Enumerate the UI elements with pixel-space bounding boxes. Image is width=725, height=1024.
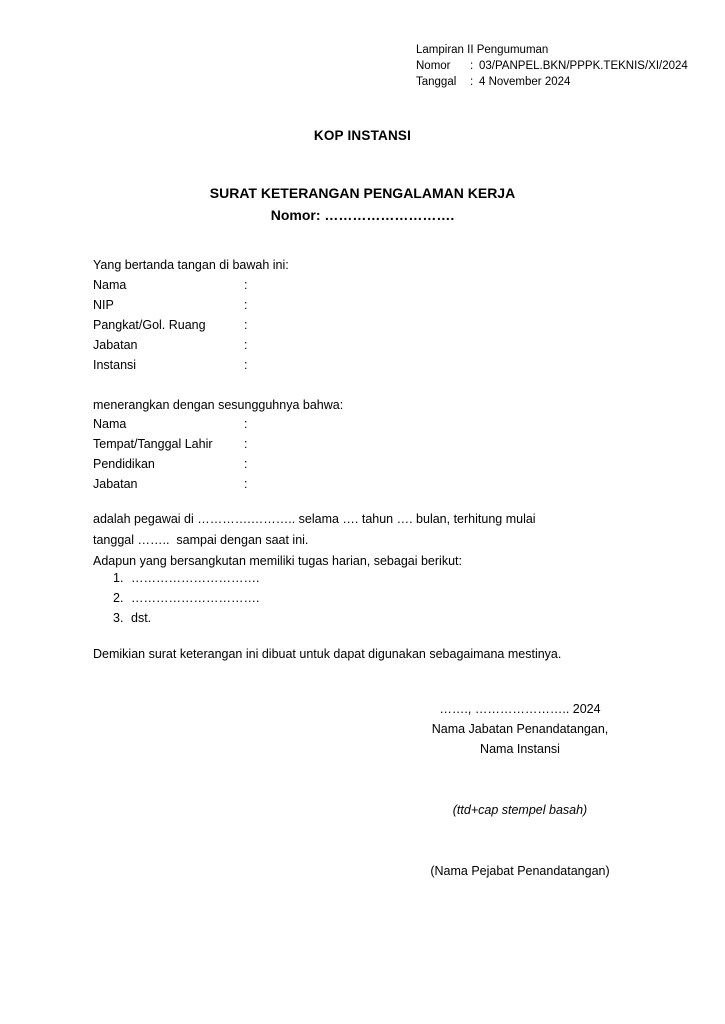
attachment-label-row bbox=[416, 42, 688, 58]
list-item-text: …………………………. bbox=[131, 591, 260, 605]
signature-signer-name: (Nama Pejabat Penandatangan) bbox=[430, 864, 610, 878]
field-label: Jabatan bbox=[93, 338, 138, 352]
field-row-signer-nip bbox=[93, 295, 253, 315]
field-value bbox=[247, 474, 253, 494]
employment-paragraph-line-1: adalah pegawai di ………….……….. selama …. tahun …. bulan, terhitung mulai bbox=[93, 512, 536, 526]
employee-fields-block bbox=[93, 414, 253, 494]
field-value bbox=[247, 454, 253, 474]
field-row-signer-pangkat bbox=[93, 315, 253, 335]
field-value bbox=[247, 335, 253, 355]
field-value bbox=[247, 434, 253, 454]
field-colon: : bbox=[244, 417, 248, 431]
list-item-number: 1. bbox=[113, 571, 124, 585]
field-row-employee-nama bbox=[93, 414, 253, 434]
field-row-employee-jabatan bbox=[93, 474, 253, 494]
signature-block bbox=[395, 699, 645, 881]
list-item-number: 2. bbox=[113, 591, 124, 605]
letterhead-title: KOP INSTANSI bbox=[313, 128, 412, 143]
field-row-employee-pendidikan bbox=[93, 454, 253, 474]
field-colon: : bbox=[244, 457, 248, 471]
signer-fields-block bbox=[93, 275, 253, 375]
attachment-label: Lampiran II Pengumuman bbox=[416, 44, 549, 56]
field-value bbox=[247, 275, 253, 295]
page-title bbox=[0, 182, 725, 226]
field-row-employee-tempat-tanggal-lahir bbox=[93, 434, 253, 454]
field-value bbox=[247, 355, 253, 375]
list-item-text: dst. bbox=[131, 611, 152, 625]
tasks-list bbox=[93, 568, 259, 628]
attachment-nomor-separator: : bbox=[470, 60, 474, 72]
page-title-line-1: SURAT KETERANGAN PENGALAMAN KERJA bbox=[209, 185, 516, 201]
signature-jabatan-line: Nama Jabatan Penandatangan, bbox=[431, 722, 609, 736]
field-colon: : bbox=[244, 437, 248, 451]
field-row-signer-nama bbox=[93, 275, 253, 295]
attachment-tanggal-separator: : bbox=[470, 76, 474, 88]
field-label: Instansi bbox=[93, 358, 137, 372]
field-colon: : bbox=[244, 278, 248, 292]
page-title-nomor-line: Nomor: ………………………. bbox=[270, 207, 455, 223]
list-item-number: 3. bbox=[113, 611, 124, 625]
signature-date-line: ……., ………………….. 2024 bbox=[439, 702, 601, 716]
employment-paragraph bbox=[93, 509, 651, 572]
tasks-list-block bbox=[93, 568, 259, 628]
field-label: Nama bbox=[93, 278, 127, 292]
field-label: Pendidikan bbox=[93, 457, 155, 471]
attachment-tanggal-row bbox=[416, 74, 688, 90]
attachment-nomor-label: Nomor bbox=[416, 60, 451, 72]
field-row-signer-instansi bbox=[93, 355, 253, 375]
field-value bbox=[247, 295, 253, 315]
field-colon: : bbox=[244, 338, 248, 352]
field-value bbox=[247, 414, 253, 434]
declaration-line: menerangkan dengan sesungguhnya bahwa: bbox=[93, 398, 344, 412]
list-item bbox=[93, 568, 259, 588]
field-row-signer-jabatan bbox=[93, 335, 253, 355]
field-value bbox=[247, 315, 253, 335]
field-label: Jabatan bbox=[93, 477, 138, 491]
attachment-nomor-value: 03/PANPEL.BKN/PPPK.TEKNIS/XI/2024 bbox=[479, 60, 688, 72]
field-label: Tempat/Tanggal Lahir bbox=[93, 437, 213, 451]
list-item bbox=[93, 588, 259, 608]
field-label: Pangkat/Gol. Ruang bbox=[93, 318, 206, 332]
attachment-tanggal-value: 4 November 2024 bbox=[479, 76, 571, 88]
field-colon: : bbox=[244, 358, 248, 372]
attachment-tanggal-label: Tanggal bbox=[416, 76, 457, 88]
field-label: NIP bbox=[93, 298, 114, 312]
signature-instansi-line: Nama Instansi bbox=[480, 742, 560, 756]
closing-paragraph: Demikian surat keterangan ini dibuat untuk dapat digunakan sebagaimana mestinya. bbox=[93, 647, 562, 661]
field-label: Nama bbox=[93, 417, 127, 431]
list-item bbox=[93, 608, 259, 628]
employment-paragraph-line-2: tanggal …….. sampai dengan saat ini. bbox=[93, 533, 309, 547]
field-colon: : bbox=[244, 298, 248, 312]
attachment-nomor-row bbox=[416, 58, 688, 74]
list-item-text: …………………………. bbox=[131, 571, 260, 585]
field-colon: : bbox=[244, 318, 248, 332]
attachment-header bbox=[416, 42, 688, 90]
signature-stamp-note: (ttd+cap stempel basah) bbox=[452, 803, 588, 817]
employment-paragraph-line-3: Adapun yang bersangkutan memiliki tugas harian, sebagai berikut: bbox=[93, 554, 462, 568]
intro-line: Yang bertanda tangan di bawah ini: bbox=[93, 258, 289, 272]
field-colon: : bbox=[244, 477, 248, 491]
